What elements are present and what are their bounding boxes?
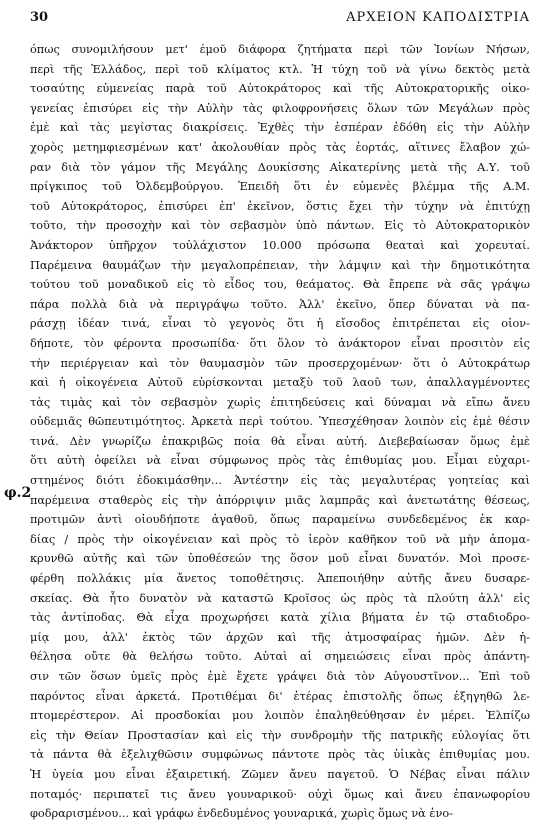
running-title: ΑΡΧΕΙΟΝ ΚΑΠΟΔΙΣΤΡΙΑ: [346, 10, 530, 25]
text-line: τούτου τοῦ μοναδικοῦ εἰς τὸ εἶδος του, θεάματος. Θὰ ἔπρεπε νὰ σᾶς γράψω: [30, 278, 530, 292]
text-line: στημένος διότι ἐδοκιμάσθην... Ἀντέστην εἰς τὰς μεγαλυτέρας γοητείας καὶ: [30, 474, 530, 488]
text-line: πάρα πολλὰ διὰ νὰ περιγράψω τοῦτο. Ἀλλ' ἐκεῖνο, ὅπερ δύναται νὰ πα-: [30, 297, 530, 311]
text-line: τινά. Δὲν γνωρίζω ἐπακριβῶς ποία θὰ εἶναι αὐτή. Διεβεβαίωσαν ὅμως ἐμὲ: [30, 434, 530, 448]
page-header: [30, 10, 530, 30]
text-line: παρέμεινα σταθερὸς εἰς τὴν ἀπόρριψιν μιᾶς λαμπρᾶς καὶ ἀνετωτάτης θέσεως,: [30, 493, 530, 507]
margin-folio-note: φ.2: [4, 485, 32, 501]
text-line: μίᾳ μου, ἀλλ' ἐκτὸς τῶν ἀρχῶν καὶ τῆς ἀτμοσφαίρας ἡμῶν. Δὲν ἠ-: [30, 630, 530, 644]
text-line: εἰς τὴν Θείαν Προστασίαν καὶ εἰς τὴν συνδρομὴν τῆς πατρικῆς εὐλογίας ὅτι: [30, 728, 530, 742]
text-line: Παρέμεινα θαυμάζων τὴν μεγαλοπρέπειαν, τὴν λάμψιν καὶ τὴν δημοτικότητα: [30, 258, 530, 272]
text-line: χορὸς μετημφιεσμένων κατ' ἀκολουθίαν πρὸς τὰς ἑορτάς, αἵτινες ἔλαβον χώ-: [30, 140, 530, 154]
text-line: τὰς τιμὰς καὶ τὸν σεβασμὸν χωρὶς ἐπιτηδεύσεις καὶ δύναμαι νὰ εἴπω ἄνευ: [30, 395, 530, 409]
text-line: ράσχῃ ἰδέαν τινά, εἶναι τὸ γεγονὸς ὅτι ἡ εἴσοδος ἐπιτρέπεται εἰς οἱον-: [30, 317, 530, 331]
text-line: παρόντος εἶναι ἀρκετά. Προτιθέμαι δι' ἑτέρας ἐπιστολῆς ὅπως ἐξηγηθῶ λε-: [30, 689, 530, 703]
text-line: σιν τῶν ὅσων ὑμεῖς πρὸς ἐμὲ ἔχετε γράψει διὰ τὸν Αὐγουστῖνον... Ἐπὶ τοῦ: [30, 670, 530, 683]
text-line: φέρθη πολλάκις μία ἄνετος τοποθέτησις. Ἀπεποιήθην αὐτῆς ἄνευ δυσαρε-: [30, 572, 530, 586]
page-number: 30: [30, 10, 49, 25]
text-line: τὰς ἀντίποδας. Θὰ εἶχα προχωρήσει κατὰ χίλια βήματα ἐν τῷ σταδιοδρο-: [30, 611, 530, 625]
body-text: [30, 40, 530, 824]
text-line: δίας / πρὸς τὴν οἰκογένειαν καὶ πρὸς τὸ ἱερὸν καθῆκον τοῦ νὰ μὴν ἀπομα-: [30, 532, 530, 546]
text-line: ραν διὰ τὸν γάμον τῆς Μεγάλης Δουκίσσης Αἰκατερίνης μετὰ τῆς Α.Υ. τοῦ: [30, 160, 530, 174]
text-line: ἐμὲ καὶ τὰς μεγίστας διακρίσεις. Ἐχθὲς τὴν ἑσπέραν ἐδόθη εἰς τὴν Αὐλὴν: [30, 121, 530, 135]
text-line: ὅτι αὐτὴ ὀφείλει νὰ εἶναι σύμφωνος πρὸς τὰς ἐπιθυμίας μου. Εἶμαι εὐχαρι-: [30, 454, 530, 468]
text-line: θέλησα οὔτε θὰ θελήσω τοῦτο. Αὐταὶ αἱ σημειώσεις εἶναι πρὸς ἀπάντη-: [30, 650, 530, 664]
text-line: τὴν περιέργειαν καὶ τὸν θαυμασμὸν τῶν προσερχομένων· ὅτι ὁ Αὐτοκράτωρ: [30, 356, 530, 370]
text-line: καὶ ἡ οἰκογένεια Αὐτοῦ εὑρίσκονται μεταξὺ τοῦ λαοῦ των, ἀπαλλαγμένοντες: [30, 376, 530, 390]
text-line: προτιμῶν ἀντὶ οἱουδήποτε ἀγαθοῦ, ὅπως παραμείνω συνδεδεμένος ἐκ καρ-: [30, 513, 530, 527]
text-line: Ἡ ὑγεία μου εἶναι ἐξαιρετική. Ζῶμεν ἄνευ παγετοῦ. Ὁ Νέβας εἶναι πάλιν: [30, 767, 530, 781]
text-line: Ἀνάκτορον ὑπῆρχον τοὐλάχιστον 10.000 πρόσωπα θεαταὶ καὶ χορευταί.: [30, 238, 530, 252]
text-line: τοσαύτης εὐμενείας παρὰ τοῦ Αὐτοκράτορος καὶ τῆς Αὐτοκρατορικῆς οἰκο-: [30, 82, 530, 96]
text-line: τοῦτο, τὴν προσοχὴν καὶ τὸν σεβασμὸν ὑπὸ πάντων. Εἰς τὸ Αὐτοκρατορικὸν: [30, 219, 530, 233]
text-line: περὶ τῆς Ἑλλάδος, περὶ τοῦ κλίματος κτλ. Ἡ τύχη τοῦ νὰ γίνω δεκτὸς μετὰ: [30, 62, 530, 76]
text-line: πτομερέστερον. Αἱ προσδοκίαι μου λοιπὸν ἐπαληθεύθησαν ἐν μέρει. Ἐλπίζω: [30, 709, 530, 723]
text-line: φοδραρισμένου... καὶ γράφω ἐνδεδυμένος γουναρικά, χωρὶς ὅμως νὰ ἐνο-: [30, 807, 453, 821]
text-line: οὐδεμιᾶς θῶπευτιμότητος. Ἀρκετὰ περὶ τούτου. Ὑπεσχέθησαν λοιπὸν εἰς ἐμὲ θέσιν: [30, 415, 530, 429]
text-line: κρυνθῶ αὐτῆς καὶ τῶν ὑποθέσεών της ὅσον μοῦ εἶναι δυνατόν. Μοὶ προσε-: [30, 552, 530, 566]
text-line: τὰ πάντα θὰ ἐξελιχθῶσιν συμφώνως πάντοτε πρὸς τὰς ὑἱικὰς ἐπιθυμίας μου.: [30, 748, 530, 762]
text-line: τοῦ Αὐτοκράτορος, ἐπισύρει ἐπ' ἐκεῖνον, ὅστις ἔχει τὴν τύχην νὰ ἐπιτύχῃ: [30, 199, 530, 213]
text-line: όπως συνομιλήσουν μετ' έμοῦ διάφορα ζητήματα περὶ τῶν Ἰονίων Νήσων,: [30, 43, 530, 56]
text-line: πρίγκιπος τοῦ Ὀλδεμβούργου. Ἐπειδὴ ὅτι ἐν εὐμενὲς βλέμμα τῆς Α.Μ.: [30, 180, 530, 194]
text-line: δήποτε, τὸν φέροντα προσωπίδα· ὅτι ὅλον τὸ ἀνάκτορον εἶναι προσιτὸν εἰς: [30, 336, 530, 350]
text-line: ποταμός· περιπατεῖ τις ἄνευ γουναρικοῦ· οὐχὶ ὅμως καὶ ἄνευ ἐπανωφορίου: [30, 787, 530, 801]
text-line: σκείας. Θὰ ἦτο δυνατὸν νὰ καταστῶ Κροῖσος ὡς πρὸς τὰ πλούτη ἀλλ' εἰς: [30, 591, 530, 605]
text-line: γενείας ἐπισύρει εἰς τὴν Αὐλὴν τὰς φιλοφρονήσεις ὅλων τῶν Μεγάλων πρὸς: [30, 101, 530, 115]
